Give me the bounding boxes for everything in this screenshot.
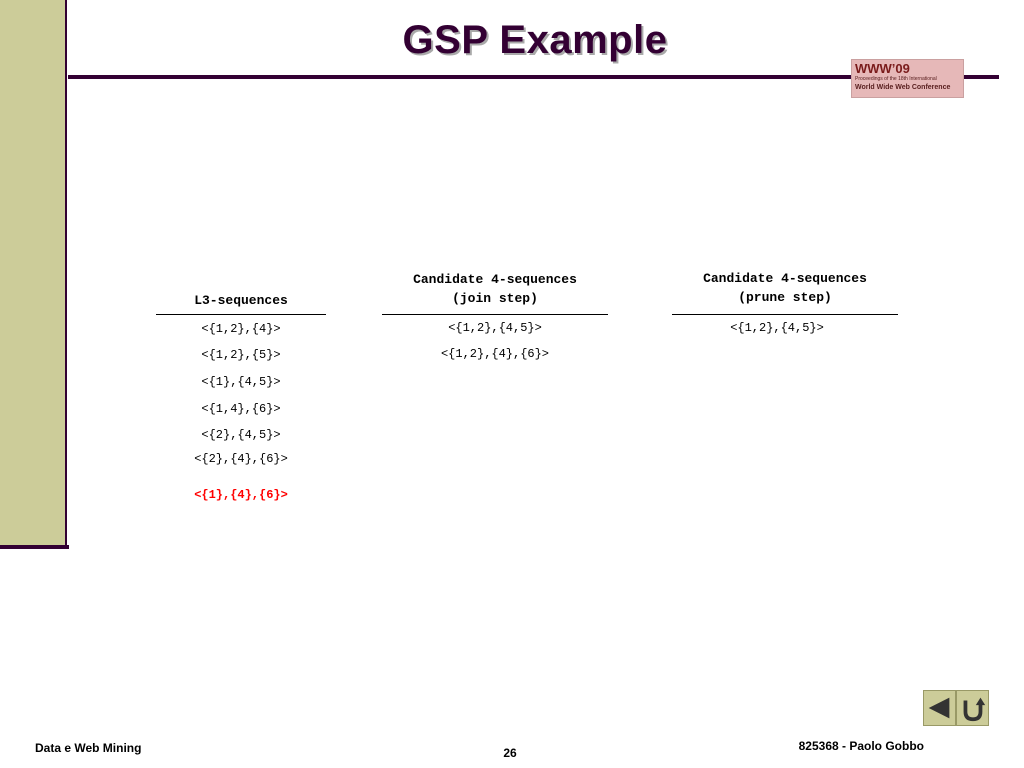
- col-rule-prune: [672, 314, 898, 315]
- col-header-prune: [672, 269, 898, 307]
- nav-return-button[interactable]: [956, 690, 989, 726]
- slide-title: GSP Example: [402, 18, 668, 62]
- col-header-l3-line1: [156, 272, 326, 291]
- l3-item: <{1,2},{4}>: [201, 322, 281, 336]
- page-number: 26: [503, 746, 517, 760]
- col-header-join-line2: (join step): [452, 291, 538, 306]
- col-header-prune-line1: Candidate 4-sequences: [703, 271, 867, 286]
- col-header-prune-line2: (prune step): [738, 290, 832, 305]
- join-item: <{1,2},{4},{6}>: [440, 347, 550, 361]
- col-rule-l3: [156, 314, 326, 315]
- l3-highlight-item: <{1},{4},{6}>: [194, 488, 288, 502]
- logo-sub-text: Proceedings of the 18th International: [855, 76, 937, 82]
- logo-main-text: WWW’09: [855, 61, 910, 76]
- l3-item: <{2},{4},{6}>: [194, 452, 288, 466]
- back-arrow-icon: [924, 691, 955, 725]
- col-header-join: [382, 270, 608, 308]
- sidebar-bar: [0, 0, 67, 545]
- col-header-join-line1: Candidate 4-sequences: [413, 272, 577, 287]
- nav-back-button[interactable]: [923, 690, 956, 726]
- www09-logo: [851, 59, 964, 98]
- prune-item: <{1,2},{4,5}>: [730, 321, 824, 335]
- join-item: <{1,2},{4,5}>: [448, 321, 542, 335]
- footer-course: Data e Web Mining: [35, 741, 142, 755]
- col-header-l3: [156, 272, 326, 310]
- l3-item: <{1,4},{6}>: [201, 402, 281, 416]
- col-header-l3-line2: L3-sequences: [194, 293, 288, 308]
- logo-foot-text: World Wide Web Conference: [855, 84, 951, 91]
- l3-item: <{1,2},{5}>: [201, 348, 281, 362]
- col-rule-join: [382, 314, 608, 315]
- footer-author: 825368 - Paolo Gobbo: [798, 739, 924, 753]
- l3-item: <{2},{4,5}>: [201, 428, 281, 442]
- sidebar-base-rule: [0, 545, 69, 549]
- l3-item: <{1},{4,5}>: [201, 375, 281, 389]
- return-u-turn-icon: [957, 691, 988, 725]
